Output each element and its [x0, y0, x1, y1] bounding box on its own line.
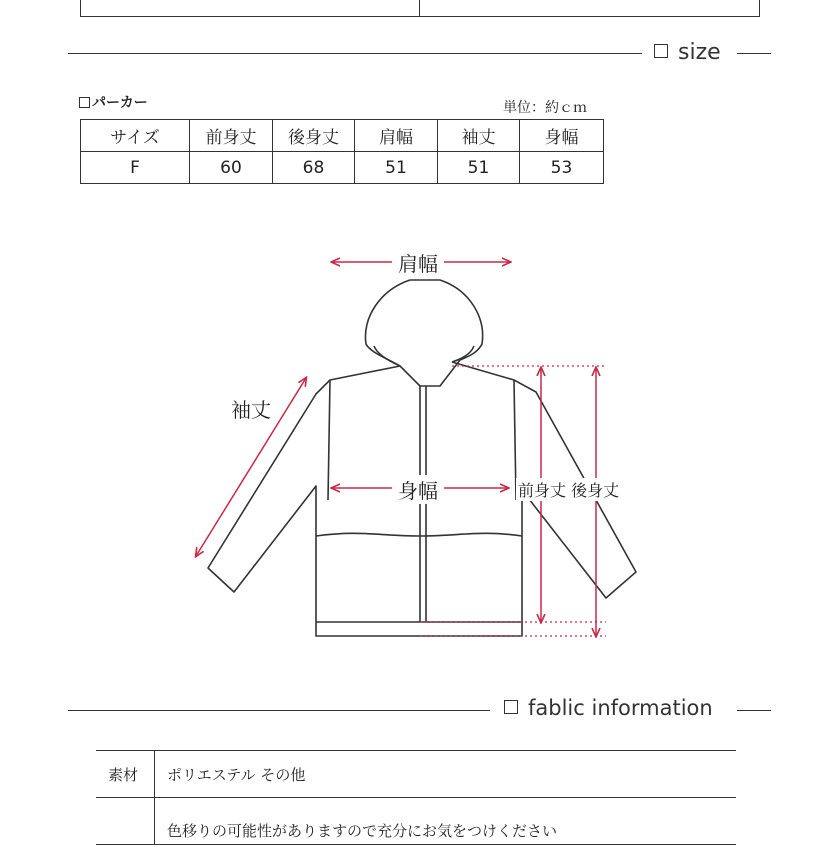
fabric-table [96, 750, 736, 845]
body-width-cell: 53 [520, 152, 604, 184]
header-cell: 後身丈 [273, 120, 355, 152]
unit-note: 単位：約ｃｍ [503, 100, 587, 116]
fabric-row [96, 798, 736, 845]
sleeve-label: 袖丈 [231, 398, 271, 422]
fabric-divider-right [737, 710, 771, 711]
header-cell: 袖丈 [438, 120, 520, 152]
fabric-label-cell [96, 798, 155, 845]
fabric-label-cell: 素材 [96, 751, 155, 798]
fabric-row [96, 751, 736, 798]
header-cell: 身幅 [520, 120, 604, 152]
header-cell: サイズ [81, 120, 190, 152]
sleeve-length-cell: 51 [438, 152, 520, 184]
body-width-label: 身幅 [392, 475, 444, 504]
fabric-value-cell: ポリエステル その他 [155, 751, 737, 798]
hoodie-outline [208, 280, 636, 636]
fabric-value-cell: 色移りの可能性がありますので充分にお気をつけください [155, 798, 737, 845]
shoulder-width-cell: 51 [355, 152, 438, 184]
checkbox-square-icon [504, 700, 518, 714]
size-cell: F [81, 152, 190, 184]
length-label: 前身丈 後身丈 [516, 478, 621, 501]
front-length-cell: 60 [190, 152, 273, 184]
shoulder-label: 肩幅 [392, 248, 444, 277]
measurement-arrows [196, 262, 606, 636]
fabric-title-text: fablic information [528, 696, 713, 720]
back-length-cell: 68 [273, 152, 355, 184]
fabric-divider-left [68, 710, 490, 711]
fabric-section-title [504, 696, 713, 720]
header-cell: 肩幅 [355, 120, 438, 152]
header-cell: 前身丈 [190, 120, 273, 152]
size-title-text: size [678, 40, 721, 65]
product-name: パーカー [79, 92, 148, 112]
